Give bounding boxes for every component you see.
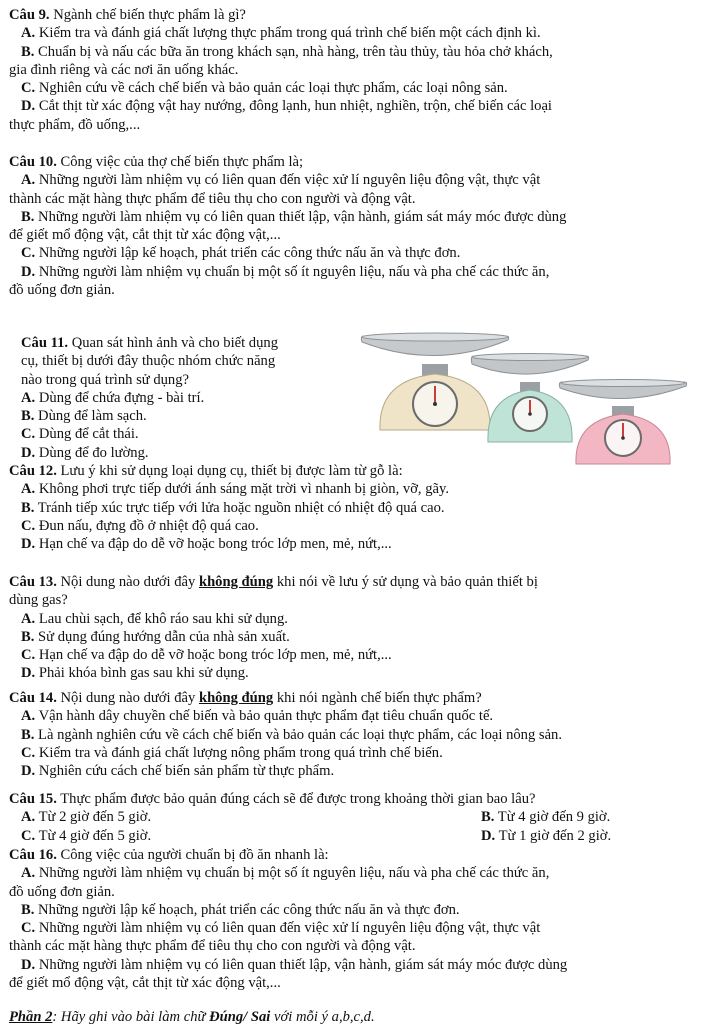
mint-scale-image [471,354,588,443]
question-12-option-a: A. Không phơi trực tiếp dưới ánh sáng mặt trời vì nhanh bị giòn, vỡ, gãy. [21,481,449,498]
kitchen-scales-illustration [360,330,690,466]
question-15 [0,790,718,845]
question-11-stem-line-2: cụ, thiết bị dưới đây thuộc nhóm chức năng [21,353,276,370]
question-10-option-d-cont: đồ uống đơn giản. [9,282,115,299]
pink-scale-image [559,380,686,465]
question-10-option-c: C. Những người lập kế hoạch, phát triển các công thức nấu ăn và thực đơn. [21,245,461,262]
question-10-option-b: B. Những người làm nhiệm vụ có liên quan thiết lập, vận hành, giám sát máy móc được dùng [21,208,567,225]
question-13-stem-cont: dùng gas? [9,592,68,609]
question-11-stem-line-3: nào trong quá trình sử dụng? [21,371,190,388]
question-10-option-d: D. Những người làm nhiệm vụ chuẩn bị một số ít nguyên liệu, nấu và pha chế các thức ăn, [21,263,550,280]
question-9-option-b: B. Chuẩn bị và nấu các bữa ăn trong khách sạn, nhà hàng, trên tàu thủy, tàu hỏa chở khách, [21,43,553,60]
question-15-option-d: D. Từ 1 giờ đến 2 giờ. [481,827,612,844]
question-13-option-c: C. Hạn chế va đập do dễ vỡ hoặc bong tróc lớp men, mẻ, nứt,... [21,647,392,664]
question-9-option-a: A. Kiểm tra và đánh giá chất lượng thực phẩm trong quá trình chế biến một cách định kì. [21,25,541,42]
question-13 [0,573,718,683]
question-12-stem: Câu 12. Lưu ý khi sử dụng loại dụng cụ, thiết bị được làm từ gỗ là: [9,463,403,479]
question-14-option-c: C. Kiểm tra và đánh giá chất lượng nông phẩm trong quá trình chế biến. [21,744,443,761]
question-14-option-b: B. Là ngành nghiên cứu về cách chế biến và bảo quản các loại thực phẩm, các loại nông sản. [21,726,563,743]
question-16-option-d: D. Những người làm nhiệm vụ có liên quan thiết lập, vận hành, giám sát máy móc được dùng [21,956,568,973]
question-15-options-row-1 [0,808,718,826]
question-16-option-d-cont: để giết mổ động vật, cắt thịt từ xác động vật,... [9,975,281,992]
question-11-option-c: C. Dùng để cắt thái. [21,426,139,443]
question-12-option-c: C. Đun nấu, đựng đồ ở nhiệt độ quá cao. [21,517,259,534]
question-10-option-a: A. Những người làm nhiệm vụ có liên quan đến việc xử lí nguyên liệu động vật, thực vật [21,172,541,189]
question-9-option-b-cont: gia đình riêng và các nơi ăn uống khác. [9,61,239,78]
question-16-option-c: C. Những người làm nhiệm vụ có liên quan đến việc xử lí nguyên liệu động vật, thực vật [21,920,541,937]
question-14-option-a: A. Vận hành dây chuyền chế biến và bảo quản thực phẩm đạt tiêu chuẩn quốc tế. [21,708,494,725]
question-10-stem: Câu 10. Công việc của thợ chế biến thực phẩm là; [9,154,304,170]
question-9 [0,6,718,134]
question-16-option-a-cont: đồ uống đơn giản. [9,883,115,900]
question-15-stem: Câu 15. Thực phẩm được bảo quản đúng cách sẽ để được trong khoảng thời gian bao lâu? [9,791,536,807]
question-12 [0,462,718,553]
part-2-text: Phần 2: Hãy ghi vào bài làm chữ Đúng/ Sai với mỗi ý a,b,c,d. [9,1009,375,1025]
question-11 [0,334,380,462]
question-15-option-b: B. Từ 4 giờ đến 9 giờ. [481,809,611,826]
question-16 [0,846,718,992]
question-12-option-d: D. Hạn chế va đập do dễ vỡ hoặc bong tróc lớp men, mẻ, nứt,... [21,536,392,553]
part-2-instruction [0,1008,718,1026]
question-16-option-b: B. Những người lập kế hoạch, phát triển các công thức nấu ăn và thực đơn. [21,901,460,918]
question-13-stem: Câu 13. Nội dung nào dưới đây không đúng khi nói về lưu ý sử dụng và bảo quản thiết bị [9,574,538,590]
question-9-option-d-cont: thực phẩm, đồ uống,... [9,116,141,133]
question-10 [0,153,718,299]
question-13-option-b: B. Sử dụng đúng hướng dẫn của nhà sản xuất. [21,628,290,645]
question-15-option-c: C. Từ 4 giờ đến 5 giờ. [21,827,152,844]
cream-scale-image [361,333,508,430]
question-9-stem: Câu 9. Ngành chế biến thực phẩm là gì? [9,7,246,23]
question-14-stem: Câu 14. Nội dung nào dưới đây không đúng khi nói ngành chế biến thực phẩm? [9,690,482,706]
question-11-option-b: B. Dùng để làm sạch. [21,408,147,425]
question-11-option-d: D. Dùng để đo lường. [21,444,149,461]
question-9-option-d: D. Cắt thịt từ xác động vật hay nướng, đông lạnh, hun nhiệt, nghiền, trộn, chế biến các loại [21,98,552,115]
question-11-option-a: A. Dùng để chứa đựng - bài trí. [21,389,205,406]
question-12-option-b: B. Tránh tiếp xúc trực tiếp với lửa hoặc nguồn nhiệt có nhiệt độ quá cao. [21,499,445,516]
question-16-stem: Câu 16. Công việc của người chuẩn bị đồ ăn nhanh là: [9,847,329,863]
question-15-options-row-2 [0,827,718,845]
question-14 [0,689,718,780]
question-10-option-a-cont: thành các mặt hàng thực phẩm để tiêu thụ cho con người và động vật. [9,190,416,207]
question-11-stem: Câu 11. Quan sát hình ảnh và cho biết dụng [21,335,278,351]
question-13-option-d: D. Phải khóa bình gas sau khi sử dụng. [21,665,249,682]
question-14-option-d: D. Nghiên cứu cách chế biến sản phẩm từ thực phẩm. [21,763,335,780]
question-16-option-c-cont: thành các mặt hàng thực phẩm để tiêu thụ cho con người và động vật. [9,938,416,955]
question-10-option-b-cont: để giết mổ động vật, cắt thịt từ xác động vật,... [9,227,281,244]
question-9-option-c: C. Nghiên cứu về cách chế biến và bảo quản các loại thực phẩm, các loại nông sản. [21,80,508,97]
question-13-option-a: A. Lau chùi sạch, để khô ráo sau khi sử dụng. [21,610,288,627]
question-15-option-a: A. Từ 2 giờ đến 5 giờ. [21,809,152,826]
question-16-option-a: A. Những người làm nhiệm vụ chuẩn bị một số ít nguyên liệu, nấu và pha chế các thức ăn, [21,865,550,882]
